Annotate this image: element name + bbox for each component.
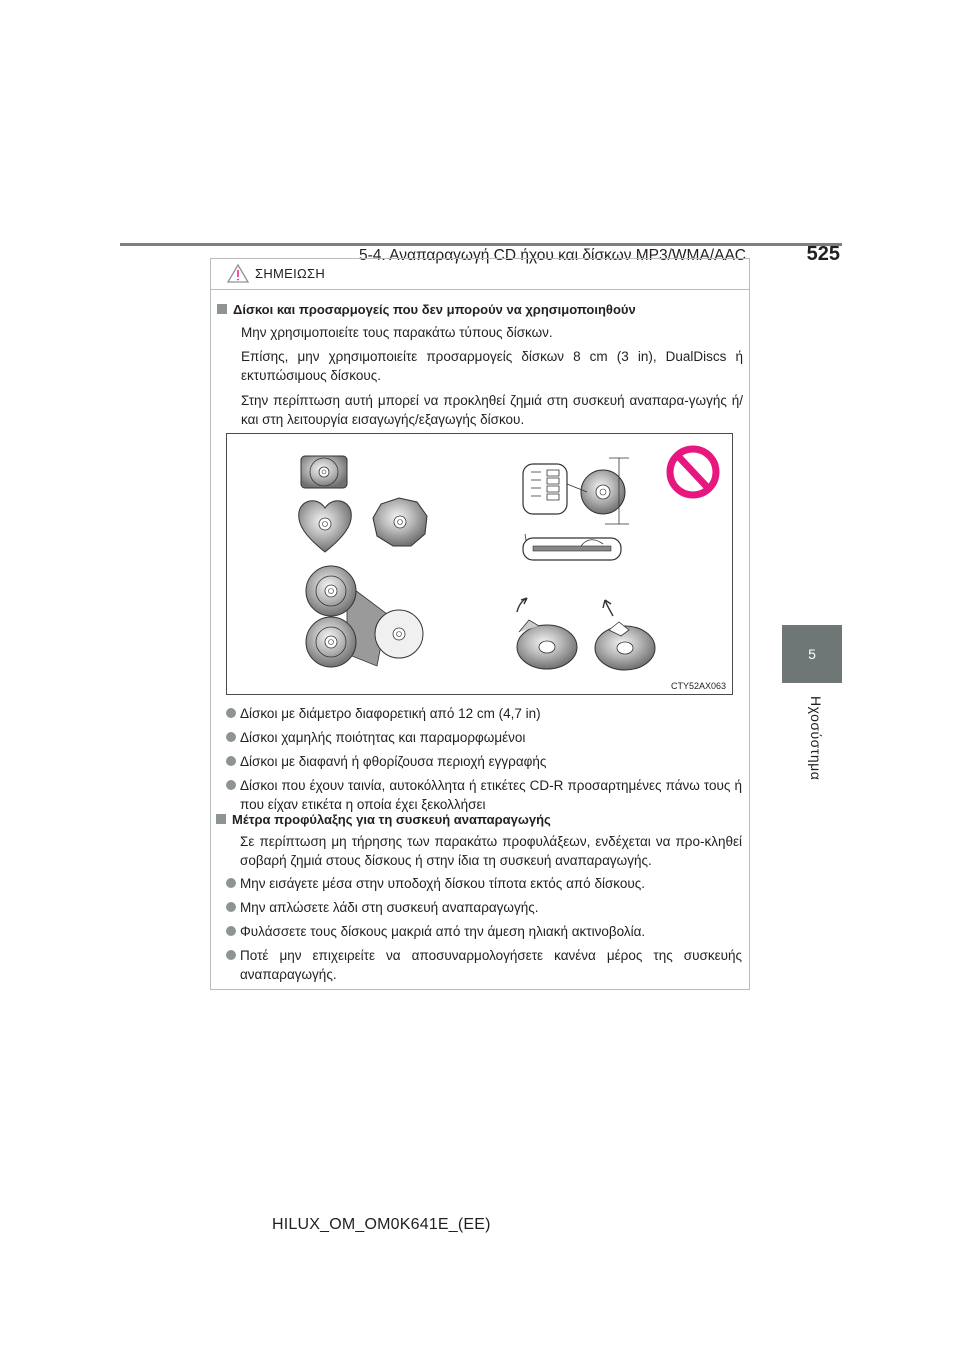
section-heading-player-precautions: Μέτρα προφύλαξης για τη συσκευή αναπαραγωγής [216, 812, 736, 827]
adapter-disc-icon [523, 458, 629, 560]
list-item: Μην απλώσετε λάδι στη συσκευή αναπαραγωγής. [226, 898, 742, 917]
figure-code: CTY52AX063 [670, 681, 726, 691]
section-heading-unusable-discs: Δίσκοι και προσαρμογείς που δεν μπορούν να χρησιμοποιηθούν [217, 302, 737, 317]
bullet-dot-icon [226, 732, 236, 742]
bullet-dot-icon [226, 780, 236, 790]
polygon-disc-icon [373, 498, 427, 546]
paragraph: Επίσης, μην χρησιμοποιείτε προσαρμογείς δίσκων 8 cm (3 in), DualDiscs ή εκτυπώσιμους δίσκους. [241, 349, 743, 383]
bullet-dot-icon [226, 878, 236, 888]
discs-illustration [227, 434, 732, 694]
list-item: Δίσκοι χαμηλής ποιότητας και παραμορφωμένοι [226, 728, 742, 747]
unusable-discs-figure [226, 433, 733, 695]
chapter-tab[interactable] [782, 625, 842, 683]
bullet-dot-icon [226, 708, 236, 718]
paragraph: Σε περίπτωση μη τήρησης των παρακάτω προφυλάξεων, ενδέχεται να προ-κληθεί σοβαρή ζημιά στους δίσκους ή στην ίδια τη συσκευή αναπαραγωγής. [240, 834, 742, 868]
heart-disc-icon [299, 501, 352, 552]
chapter-number: 5 [808, 646, 816, 662]
chapter-label: Ηχοσύστημα [808, 696, 824, 781]
labeled-disc-icon [517, 598, 655, 670]
list-item: Φυλάσσετε τους δίσκους μακριά από την άμεση ηλιακή ακτινοβολία. [226, 922, 742, 941]
transparent-disc-icon [306, 566, 423, 667]
section-marker [217, 304, 227, 314]
square-disc-icon [301, 456, 347, 488]
warning-icon [227, 264, 249, 283]
list-item: Ποτέ μην επιχειρείτε να αποσυναρμολογήσετε κανένα μέρος της συσκευής αναπαραγωγής. [226, 946, 742, 984]
notice-header [211, 259, 749, 290]
bullet-dot-icon [226, 756, 236, 766]
paragraph: Μην χρησιμοποιείτε τους παρακάτω τύπους δίσκων. [241, 325, 553, 340]
paragraph: Στην περίπτωση αυτή μπορεί να προκληθεί ζημιά στη συσκευή αναπαρα-γωγής ή/και στη λειτουργία εισαγωγής/εξαγωγής δίσκου. [241, 393, 743, 427]
list-item: Δίσκοι με διάμετρο διαφορετική από 12 cm (4,7 in) [226, 704, 742, 723]
page-number: 525 [806, 243, 840, 265]
document-code: HILUX_OM_OM0K641E_(EE) [272, 1216, 491, 1233]
section-marker [216, 814, 226, 824]
bullet-dot-icon [226, 902, 236, 912]
list-item: Δίσκοι με διαφανή ή φθορίζουσα περιοχή εγγραφής [226, 752, 742, 771]
bullet-dot-icon [226, 950, 236, 960]
prohibition-icon [670, 449, 716, 495]
list-item: Μην εισάγετε μέσα στην υποδοχή δίσκου τίποτα εκτός από δίσκους. [226, 874, 742, 893]
notice-label: ΣΗΜΕΙΩΣΗ [255, 266, 326, 281]
bullet-dot-icon [226, 926, 236, 936]
list-item: Δίσκοι που έχουν ταινία, αυτοκόλλητα ή ετικέτες CD-R προσαρτημένες πάνω τους ή που είχαν ετικέτα η οποία έχει ξεκολλήσει [226, 776, 742, 814]
section-title: 5-4. Αναπαραγωγή CD ήχου και δίσκων MP3/WMA/AAC [359, 247, 746, 264]
